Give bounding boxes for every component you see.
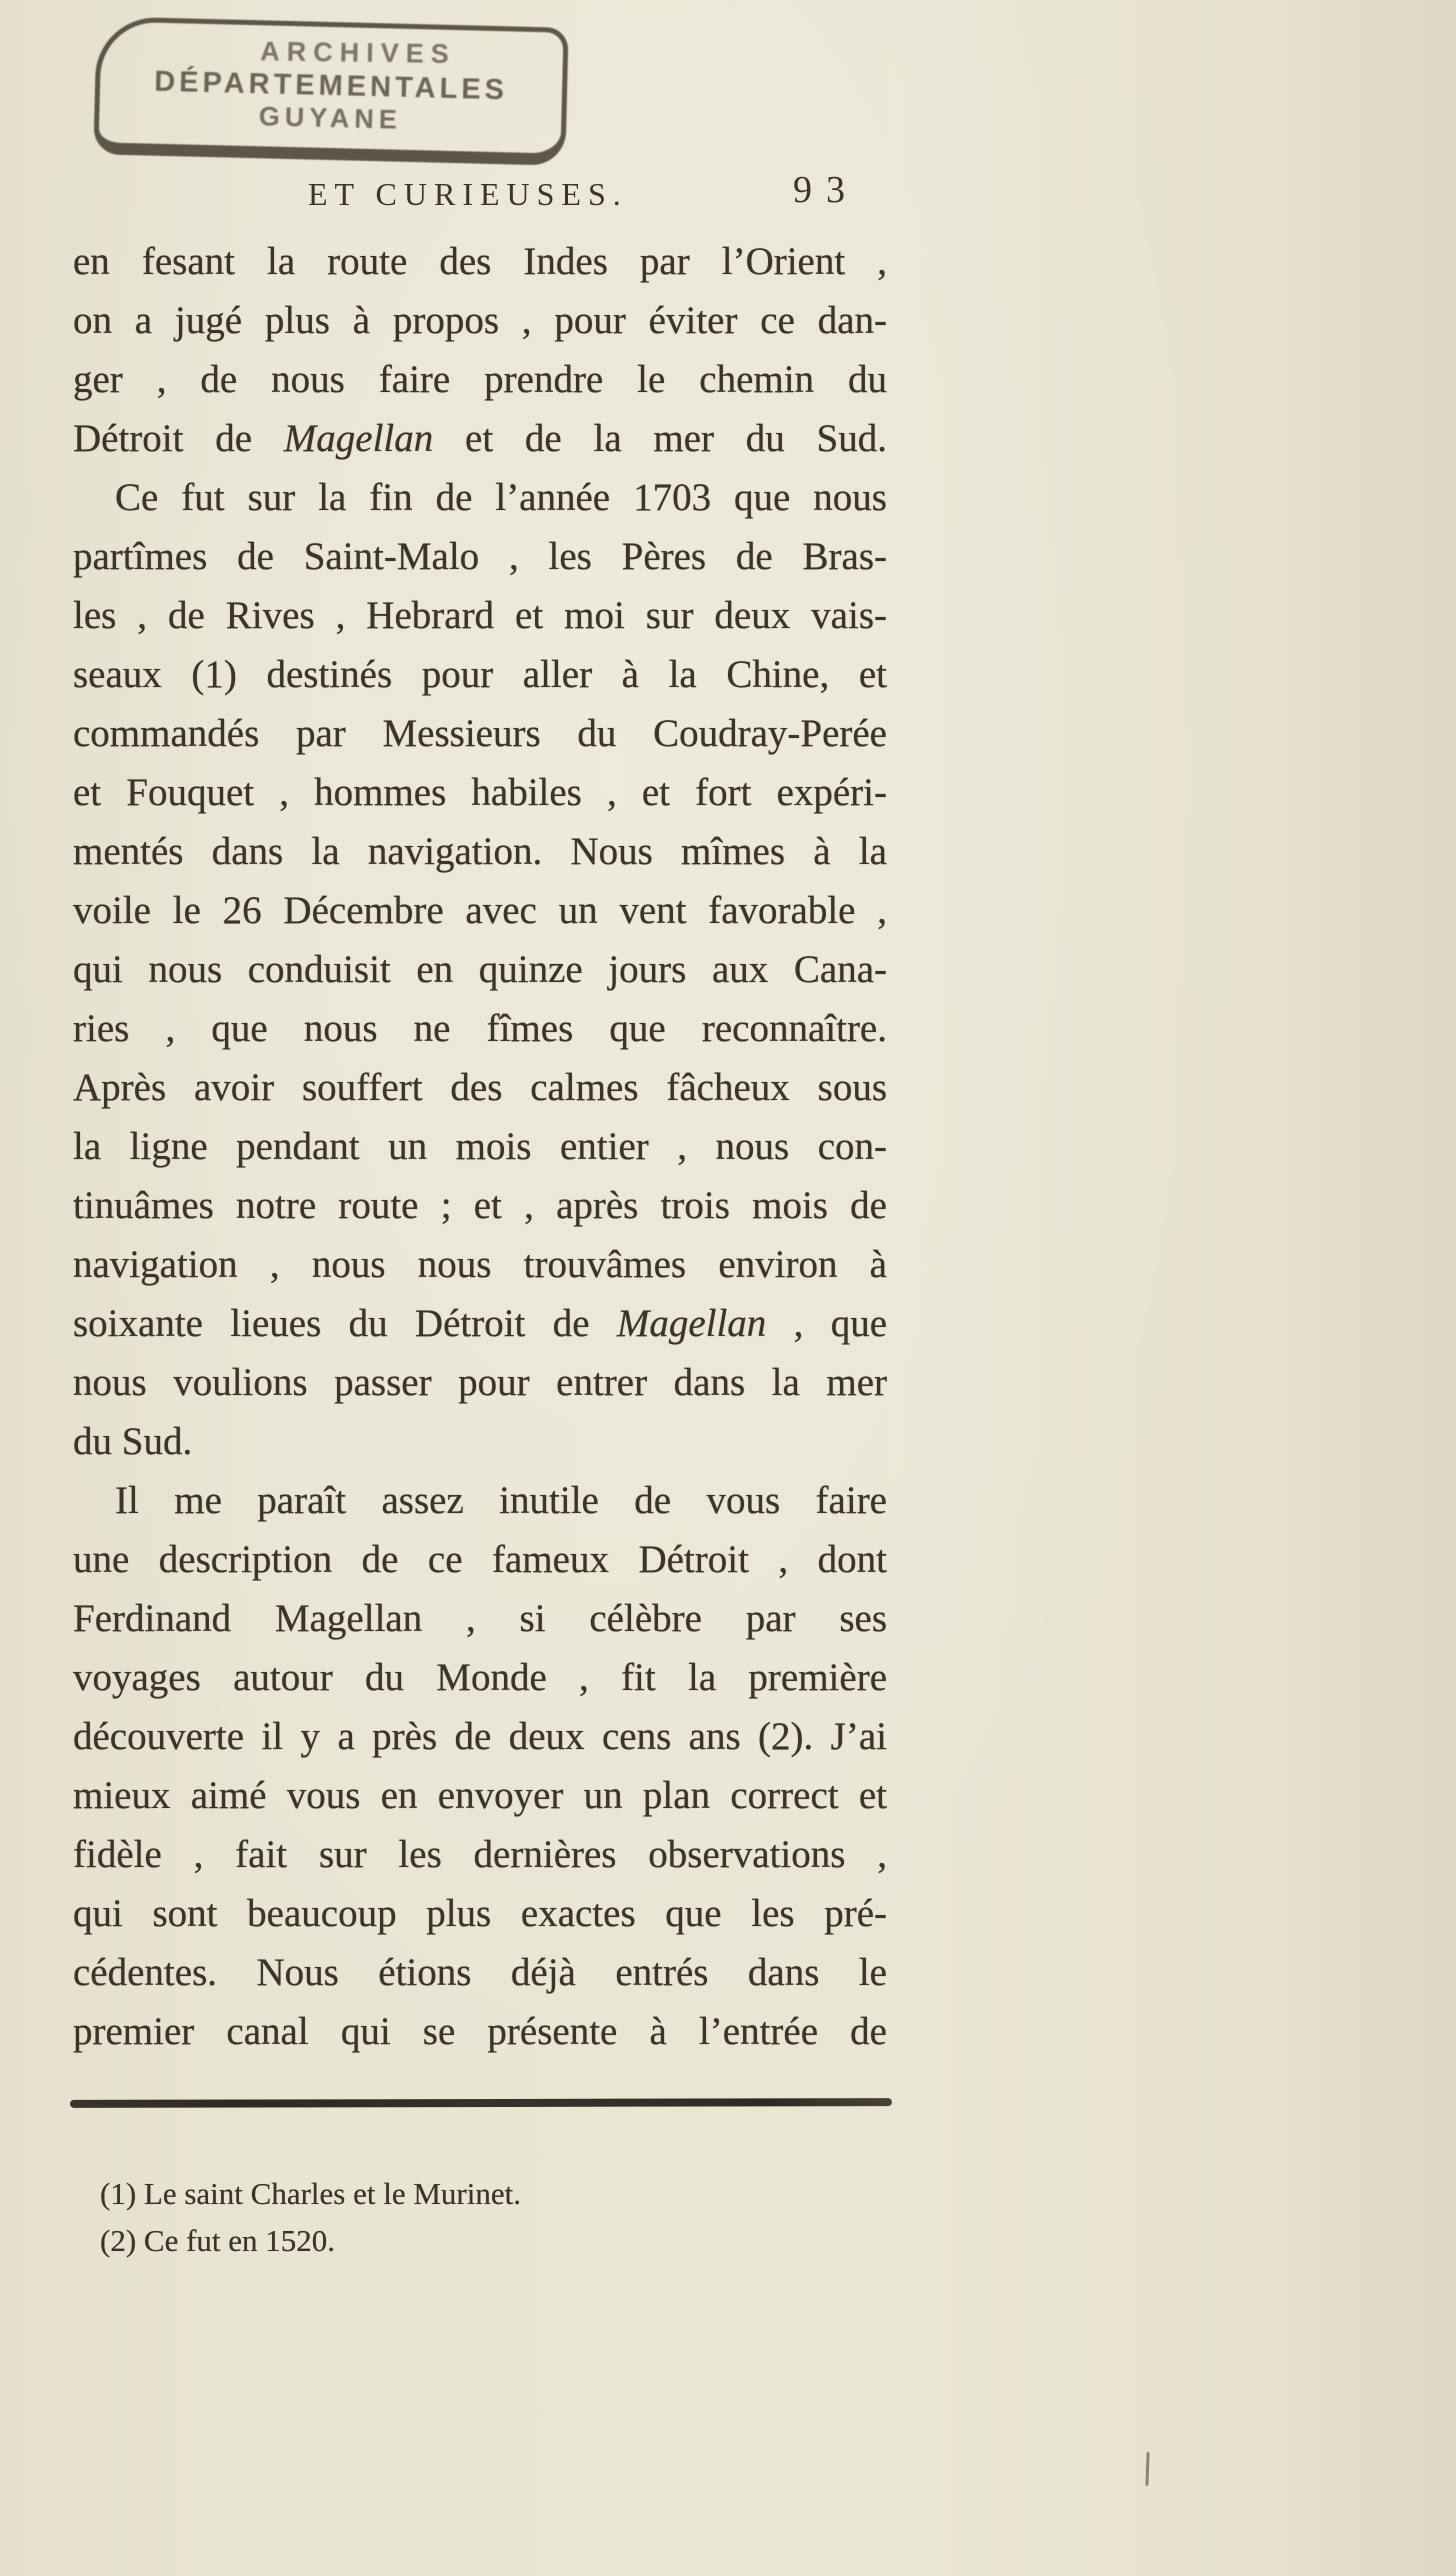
body-line: [73, 2002, 887, 2061]
body-line: [73, 1353, 887, 1412]
stamp-text-line: DÉPARTEMENTALES: [153, 65, 509, 107]
text-segment: soixante lieues du Détroit de: [73, 1302, 617, 1345]
body-line: [73, 1530, 887, 1589]
text-segment: Ce fut sur la fin de l’année 1703 que nous: [115, 476, 887, 519]
body-line: [73, 350, 887, 409]
body-line: [73, 704, 887, 763]
body-line: [73, 586, 887, 645]
body-line: [73, 999, 887, 1058]
body-line: [73, 763, 887, 822]
text-segment: voile le 26 Décembre avec un vent favorable ,: [73, 889, 887, 932]
body-line: [73, 881, 887, 940]
ink-mark: [1145, 2452, 1149, 2486]
footnote: (2) Ce fut en 1520.: [100, 2223, 336, 2258]
footnotes: [100, 2170, 521, 2264]
body-line: [73, 1648, 887, 1707]
text-segment: découverte il y a près de deux cens ans (2). J’ai: [73, 1715, 887, 1758]
text-segment: et Fouquet , hommes habiles , et fort expéri-: [73, 771, 887, 814]
text-segment: les , de Rives , Hebrard et moi sur deux vais-: [73, 594, 887, 637]
text-segment: qui nous conduisit en quinze jours aux Cana-: [73, 948, 887, 991]
text-segment: on a jugé plus à propos , pour éviter ce dan-: [73, 299, 887, 342]
body-line: [73, 468, 887, 527]
body-line: [73, 291, 887, 350]
footnote: (1) Le saint Charles et le Murinet.: [100, 2176, 521, 2211]
body-line: [73, 232, 887, 291]
body-line: [73, 1707, 887, 1766]
body-line: [73, 1943, 887, 2002]
text-segment: tinuâmes notre route ; et , après trois mois de: [73, 1184, 887, 1227]
text-segment: , que: [766, 1302, 887, 1345]
archive-stamp: [93, 16, 568, 165]
text-segment: fidèle , fait sur les dernières observations ,: [73, 1833, 887, 1876]
footnote-rule: [70, 2098, 892, 2108]
body-line: [73, 1825, 887, 1884]
text-segment: mieux aimé vous en envoyer un plan correct et: [73, 1774, 887, 1817]
body-line: [73, 1117, 887, 1176]
body-line: [73, 1294, 887, 1353]
text-segment: mentés dans la navigation. Nous mîmes à la: [73, 830, 887, 873]
body-line: [73, 1176, 887, 1235]
text-segment: une description de ce fameux Détroit , dont: [73, 1538, 887, 1581]
body-line: [73, 940, 887, 999]
text-segment: en fesant la route des Indes par l’Orient ,: [73, 240, 887, 283]
body-line: [73, 1589, 887, 1648]
text-segment: du Sud.: [73, 1420, 193, 1463]
body-line: [73, 822, 887, 881]
text-segment: Après avoir souffert des calmes fâcheux sous: [73, 1066, 887, 1109]
text-segment: cédentes. Nous étions déjà entrés dans le: [73, 1951, 887, 1994]
body-line: [73, 1471, 887, 1530]
body-line: [73, 645, 887, 704]
body-line: [73, 1235, 887, 1294]
text-segment: premier canal qui se présente à l’entrée de: [73, 2010, 887, 2053]
text-segment: commandés par Messieurs du Coudray-Perée: [73, 712, 887, 755]
body-line: [73, 1412, 887, 1471]
running-title: ET CURIEUSES.: [308, 176, 628, 212]
text-segment: voyages autour du Monde , fit la première: [73, 1656, 887, 1699]
text-segment: et de la mer du Sud.: [433, 417, 887, 460]
text-segment: partîmes de Saint-Malo , les Pères de Bras-: [73, 535, 887, 578]
text-segment: la ligne pendant un mois entier , nous con-: [73, 1125, 887, 1168]
body-line: [73, 409, 887, 468]
text-segment: Il me paraît assez inutile de vous faire: [115, 1479, 887, 1522]
body-line: [73, 1058, 887, 1117]
text-segment: ries , que nous ne fîmes que reconnaître.: [73, 1007, 887, 1050]
body-line: [73, 1766, 887, 1825]
text-segment: ger , de nous faire prendre le chemin du: [73, 358, 887, 401]
stamp-text-line: ARCHIVES: [259, 36, 456, 70]
text-segment: seaux (1) destinés pour aller à la Chine, et: [73, 653, 887, 696]
text-segment: Ferdinand Magellan , si célèbre par ses: [73, 1597, 887, 1640]
text-segment: Détroit de: [73, 417, 284, 460]
italic-text: Magellan: [616, 1302, 767, 1345]
body-line: [73, 527, 887, 586]
text-segment: nous voulions passer pour entrer dans la mer: [73, 1361, 887, 1404]
text-segment: qui sont beaucoup plus exactes que les pré-: [73, 1892, 887, 1935]
text-segment: navigation , nous nous trouvâmes environ à: [73, 1243, 887, 1286]
italic-text: Magellan: [283, 417, 434, 460]
body-line: [73, 1884, 887, 1943]
page-number: 93: [793, 169, 859, 211]
body-text: [73, 232, 887, 2061]
stamp-text-line: GUYANE: [258, 101, 403, 135]
